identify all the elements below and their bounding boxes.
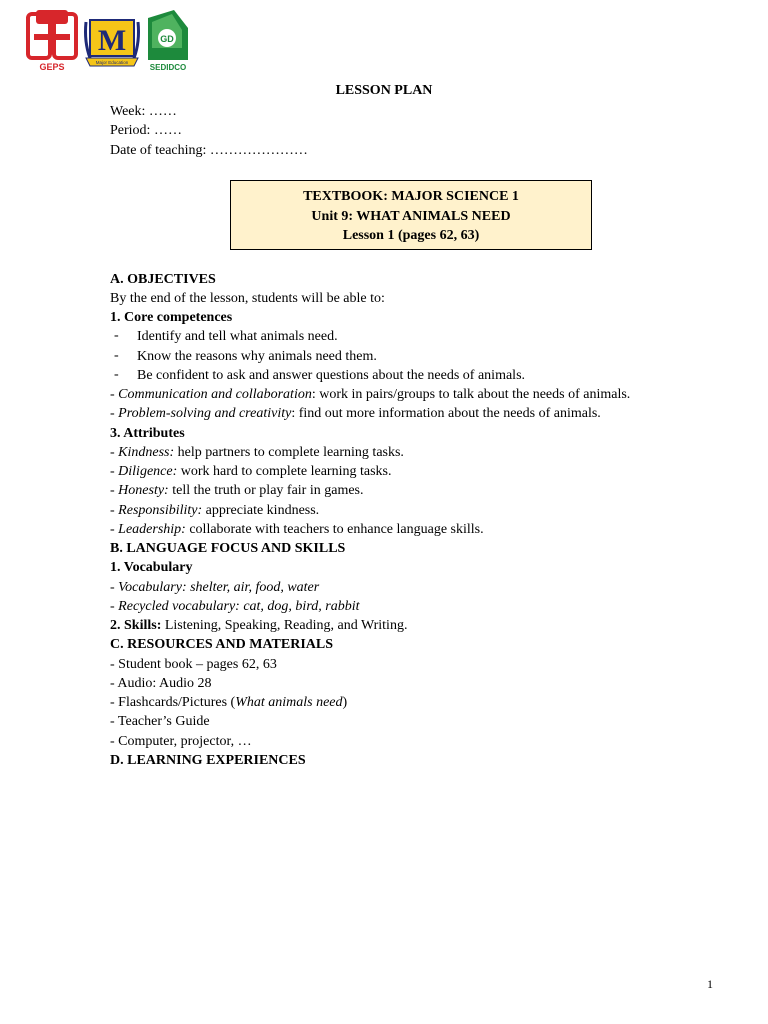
period-field: Period: …… [110, 123, 182, 138]
attribute-item: - Kindness: help partners to complete learning tasks. [110, 445, 404, 460]
recycled-vocabulary-text: Recycled vocabulary: cat, dog, bird, rabbit [118, 599, 360, 614]
textbook-title: TEXTBOOK: MAJOR SCIENCE 1 [303, 189, 519, 204]
attribute-label: Honesty: [118, 483, 169, 498]
attribute-text: tell the truth or play fair in games. [168, 483, 364, 498]
flashcards-prefix: - Flashcards/Pictures ( [110, 695, 236, 710]
communication-label: Communication and collaboration [118, 387, 312, 402]
resource-flashcards [110, 694, 347, 711]
lesson-title: Lesson 1 (pages 62, 63) [342, 228, 480, 243]
attribute-label: Diligence: [118, 464, 178, 479]
attribute-label: Kindness: [118, 445, 175, 460]
attribute-text: work hard to complete learning tasks. [177, 464, 392, 479]
major-education-logo [86, 20, 139, 66]
language-focus-heading: B. LANGUAGE FOCUS AND SKILLS [110, 541, 346, 556]
attribute-item: - Leadership: collaborate with teachers to enhance language skills. [110, 522, 484, 537]
bullet-dash: - [114, 367, 119, 382]
major-letter: M [97, 24, 127, 57]
learning-experiences-heading: D. LEARNING EXPERIENCES [110, 753, 306, 768]
recycled-vocabulary-line: - Recycled vocabulary: cat, dog, bird, rabbit [110, 599, 360, 614]
problem-solving-line: - Problem-solving and creativity: find out more information about the needs of animals. [110, 406, 601, 421]
objectives-intro: By the end of the lesson, students will be able to: [110, 291, 385, 306]
page-title: LESSON PLAN [335, 83, 433, 98]
bullet-dash: - [114, 348, 119, 363]
attribute-item: - Responsibility: appreciate kindness. [110, 503, 320, 518]
skills-line [110, 617, 407, 634]
communication-text: : work in pairs/groups to talk about the needs of animals. [311, 387, 631, 402]
flashcards-suffix: ) [342, 695, 348, 710]
week-field: Week: …… [110, 104, 177, 119]
flashcards-topic: What animals need [235, 695, 343, 710]
core-item: Know the reasons why animals need them. [137, 349, 377, 364]
attributes-heading: 3. Attributes [110, 426, 185, 441]
core-competences-heading: 1. Core competences [110, 310, 233, 325]
core-item: Identify and tell what animals need. [137, 329, 338, 344]
resource-audio: - Audio: Audio 28 [110, 676, 212, 691]
resource-teachers-guide: - Teacher’s Guide [110, 714, 210, 729]
sedidco-logo [148, 10, 188, 72]
communication-line: - Communication and collaboration: work in pairs/groups to talk about the needs of animals. [110, 387, 631, 402]
geps-logo [28, 10, 76, 72]
objectives-heading: A. OBJECTIVES [110, 272, 216, 287]
vocabulary-heading: 1. Vocabulary [110, 560, 193, 575]
sedidco-label: SEDIDCO [149, 63, 187, 72]
problem-solving-text: : find out more information about the needs of animals. [291, 406, 601, 421]
attribute-text: collaborate with teachers to enhance language skills. [185, 522, 484, 537]
textbook-box [230, 180, 592, 250]
skills-text: Listening, Speaking, Reading, and Writing. [161, 618, 408, 633]
vocabulary-line: - Vocabulary: shelter, air, food, water [110, 580, 320, 595]
core-item: Be confident to ask and answer questions about the needs of animals. [137, 368, 526, 383]
page-number: 1 [707, 977, 713, 991]
attribute-text: help partners to complete learning tasks. [174, 445, 404, 460]
problem-solving-label: Problem-solving and creativity [118, 406, 292, 421]
resources-heading: C. RESOURCES AND MATERIALS [110, 637, 334, 652]
attribute-item: - Honesty: tell the truth or play fair in games. [110, 483, 364, 498]
attribute-text: appreciate kindness. [202, 503, 320, 518]
attribute-label: Leadership: [118, 522, 186, 537]
logos [26, 8, 190, 72]
sedidco-mark: GD [160, 34, 174, 44]
vocabulary-text: Vocabulary: shelter, air, food, water [118, 580, 320, 595]
skills-label: 2. Skills: [110, 618, 162, 633]
attribute-item: - Diligence: work hard to complete learning tasks. [110, 464, 392, 479]
major-ribbon-text: Major Education [95, 60, 129, 65]
bullet-dash: - [114, 328, 119, 343]
date-of-teaching-field: Date of teaching: ………………… [110, 143, 308, 158]
unit-title: Unit 9: WHAT ANIMALS NEED [311, 208, 511, 224]
geps-label: GEPS [39, 62, 65, 72]
attribute-label: Responsibility: [118, 503, 203, 518]
resource-student-book: - Student book – pages 62, 63 [110, 657, 277, 672]
resource-computer: - Computer, projector, … [110, 734, 252, 749]
